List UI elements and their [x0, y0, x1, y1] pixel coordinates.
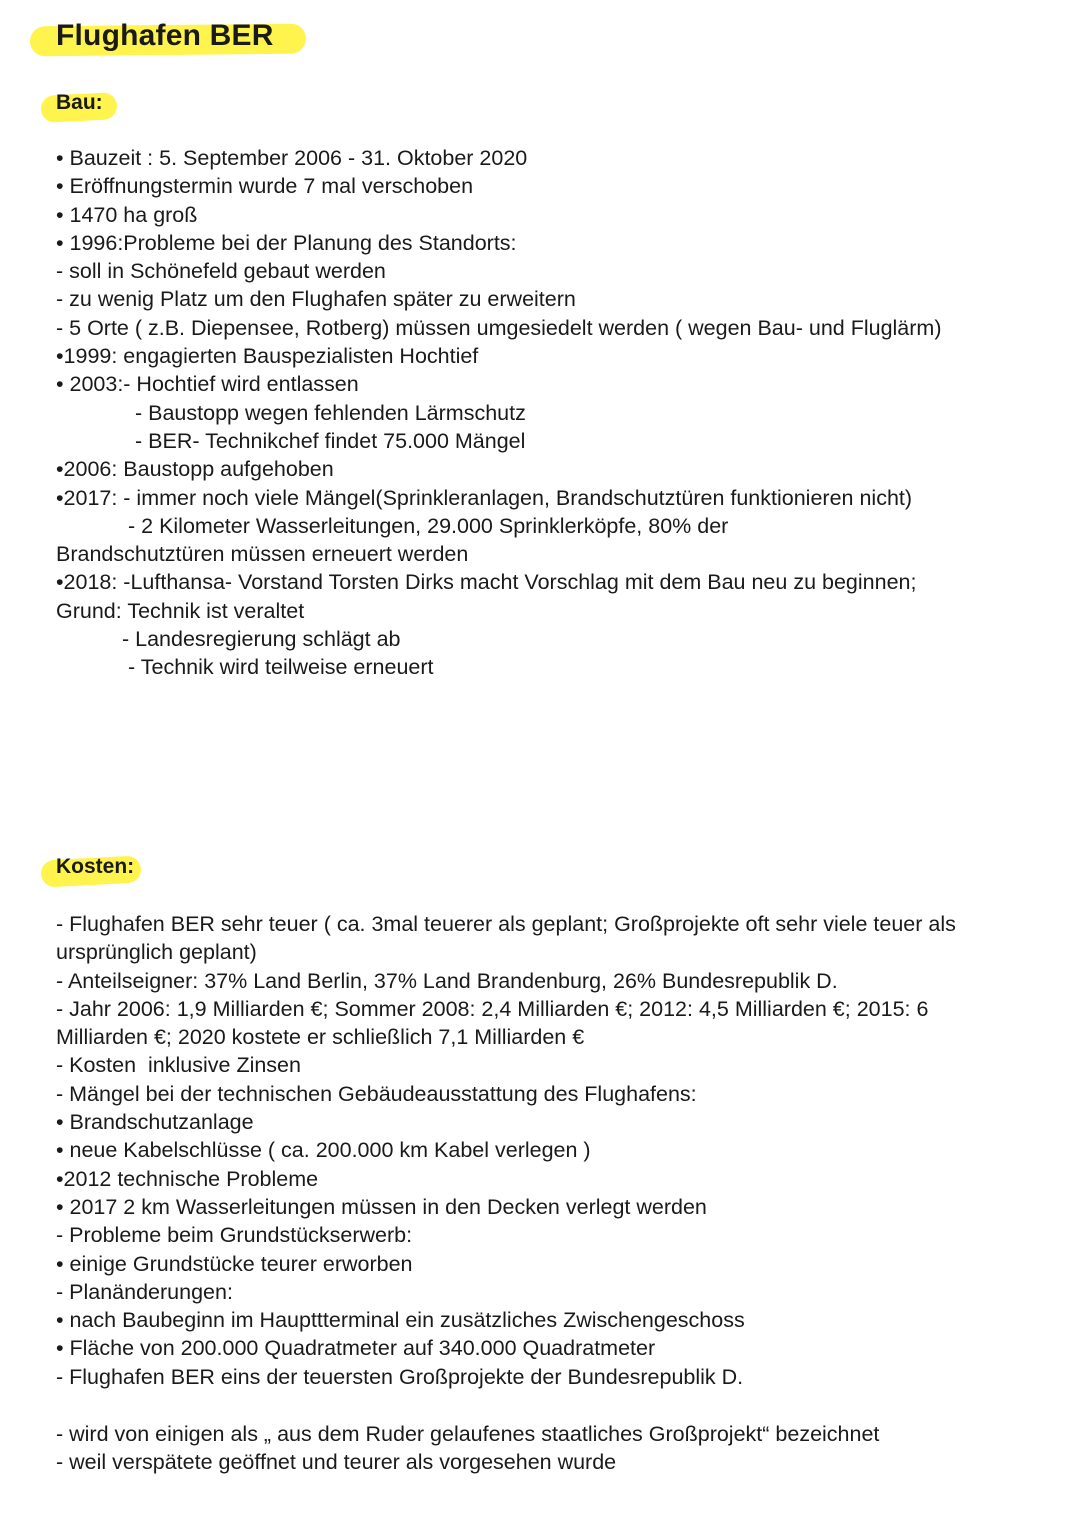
list-item: • 1470 ha groß — [56, 202, 198, 227]
list-item: - weil verspätete geöffnet und teurer als vorgesehen wurde — [56, 1450, 617, 1475]
list-item: - soll in Schönefeld gebaut werden — [56, 259, 386, 284]
list-item: - Baustopp wegen fehlenden Lärmschutz — [135, 400, 526, 425]
list-item: • Eröffnungstermin wurde 7 mal verschoben — [56, 174, 474, 199]
list-item: •2018: -Lufthansa- Vorstand Torsten Dirks macht Vorschlag mit dem Bau neu zu beginnen; Grund: Technik ist veraltet — [56, 570, 917, 623]
kosten-closing — [56, 1420, 1016, 1477]
list-item: - Mängel bei der technischen Gebäudeausstattung des Flughafens: — [56, 1081, 697, 1106]
list-item: - Probleme beim Grundstückserwerb: — [56, 1223, 413, 1248]
page-title: Flughafen BER — [56, 19, 274, 52]
list-item: • 2017 2 km Wasserleitungen müssen in den Decken verlegt werden — [56, 1194, 707, 1219]
list-item: • nach Baubeginn im Haupttterminal ein zusätzliches Zwischengeschoss — [56, 1308, 745, 1333]
list-item: - 5 Orte ( z.B. Diepensee, Rotberg) müssen umgesiedelt werden ( wegen Bau- und Fluglärm) — [56, 315, 942, 340]
list-item: •2017: - immer noch viele Mängel(Sprinkleranlagen, Brandschutztüren funktionieren nicht) — [56, 485, 913, 510]
kosten-heading: Kosten: — [56, 855, 135, 878]
list-item: - wird von einigen als „ aus dem Ruder gelaufenes staatliches Großprojekt“ bezeichnet — [56, 1422, 880, 1446]
list-item: - zu wenig Platz um den Flughafen später zu erweitern — [56, 287, 576, 312]
list-item: •1999: engagierten Bauspezialisten Hochtief — [56, 344, 479, 369]
list-item: • einige Grundstücke teurer erworben — [56, 1251, 413, 1276]
list-item: • neue Kabelschlüsse ( ca. 200.000 km Kabel verlegen ) — [56, 1138, 591, 1163]
bau-heading: Bau: — [56, 91, 103, 114]
list-item: - Jahr 2006: 1,9 Milliarden €; Sommer 2008: 2,4 Milliarden €; 2012: 4,5 Milliarden €; 2015: 6 Milliarden €; 2020 kostete er schließlich 7,1 Milliarden € — [56, 996, 929, 1050]
list-item: • Bauzeit : 5. September 2006 - 31. Oktober 2020 — [56, 146, 528, 170]
list-item: Brandschutztüren müssen erneuert werden — [56, 542, 469, 567]
list-item: - Anteilseigner: 37% Land Berlin, 37% Land Brandenburg, 26% Bundesrepublik D. — [56, 968, 838, 993]
list-item: - BER- Technikchef findet 75.000 Mängel — [135, 428, 526, 453]
kosten-section — [56, 910, 1016, 1391]
bau-section — [56, 144, 1016, 682]
list-item: - Planänderungen: — [56, 1279, 233, 1304]
list-item: • Brandschutzanlage — [56, 1110, 254, 1135]
list-item: - Kosten inklusive Zinsen — [56, 1053, 301, 1078]
list-item: • 1996:Probleme bei der Planung des Standorts: — [56, 230, 517, 255]
list-item: - Flughafen BER eins der teuersten Großprojekte der Bundesrepublik D. — [56, 1364, 744, 1389]
list-item: • 2003:- Hochtief wird entlassen — [56, 372, 359, 397]
list-item: •2006: Baustopp aufgehoben — [56, 457, 334, 482]
list-item: - Technik wird teilweise erneuert — [128, 655, 434, 680]
list-item: - Landesregierung schlägt ab — [122, 627, 401, 652]
list-item: •2012 technische Probleme — [56, 1166, 319, 1191]
list-item: - 2 Kilometer Wasserleitungen, 29.000 Sprinklerköpfe, 80% der — [128, 513, 729, 538]
list-item: • Fläche von 200.000 Quadratmeter auf 340.000 Quadratmeter — [56, 1336, 656, 1361]
list-item: - Flughafen BER sehr teuer ( ca. 3mal teuerer als geplant; Großprojekte oft sehr viele teuer als ursprünglich geplant) — [56, 912, 956, 965]
